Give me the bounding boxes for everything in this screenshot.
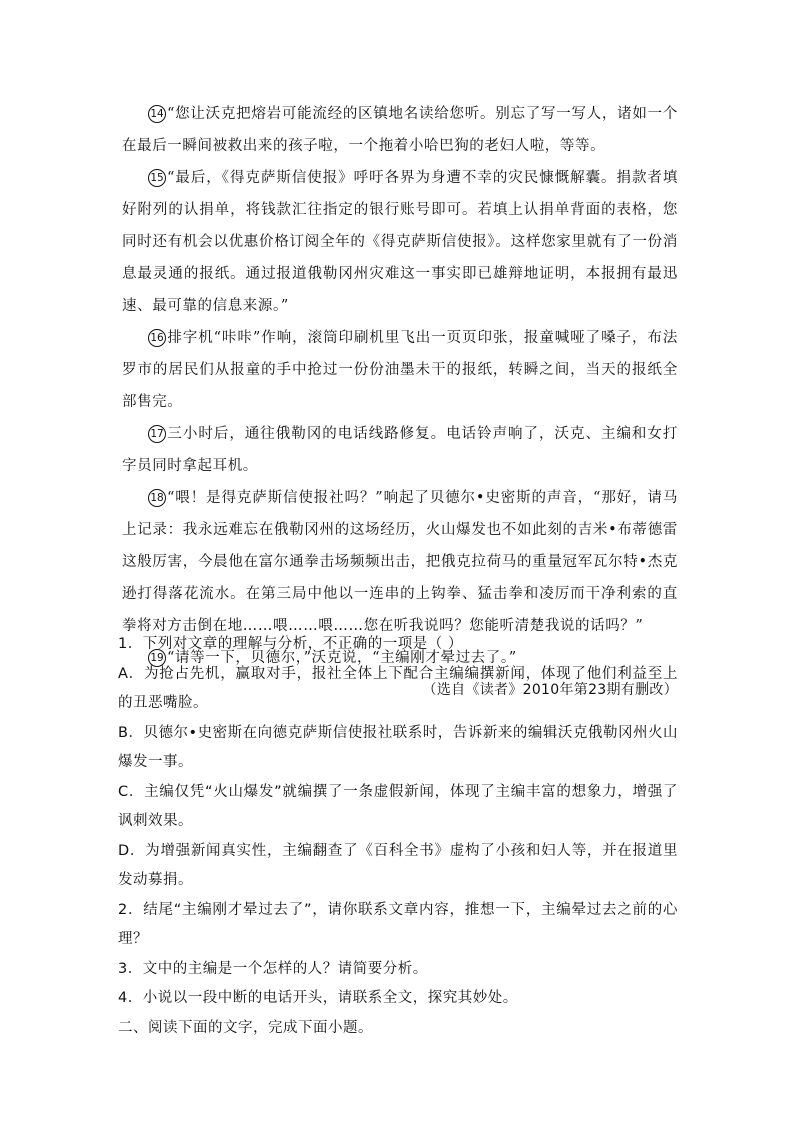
- paragraph-text: 排字机“咔咔”作响，滚筒印刷机里飞出一页页印张，报童喊哑了嗓子，布法罗市的居民们从报童的手中抢过一份份油墨未干的报纸，转瞬之间，当天的报纸全部售完。: [122, 330, 678, 410]
- paragraph-number-badge: 18: [148, 489, 166, 507]
- question-4: 4．小说以一段中断的电话开头，请联系全文，探究其妙处。: [118, 990, 518, 1006]
- paragraph-text: “最后，《得克萨斯信使报》呼吁各界为身遭不幸的灾民慷慨解囊。捐款者填好附列的认捐单，将钱款汇往指定的银行账号即可。若填上认捐单背面的表格，您同时还有机会以优惠价格订阅全年的《得克萨斯信使报》。这样您家里就有了一份消息最灵通的报纸。通过报道俄勒冈州灾难这一事实即已雄辩地证明，本报拥有最迅速、最可靠的信息来源。”: [122, 170, 678, 314]
- question-1: 1．下列对文章的理解与分析，不正确的一项是（ ）: [118, 636, 463, 652]
- section-heading: 二、阅读下面的文字，完成下面小题。: [118, 1019, 373, 1036]
- paragraph-number-badge: 14: [148, 105, 166, 123]
- paragraph-number-badge: 19: [148, 649, 166, 667]
- paragraph-18: [122, 482, 678, 642]
- paragraph-17: [122, 418, 678, 482]
- paragraph-text: 三小时后，通往俄勒冈的电话线路修复。电话铃声响了，沃克、主编和女打字员同时拿起耳机。: [122, 426, 678, 474]
- paragraph-14: [122, 98, 678, 162]
- option-b: B．贝德尔•史密斯在向德克萨斯信使报社联系时，告诉新来的编辑沃克俄勒冈州火山爆发一事。: [118, 724, 678, 770]
- paragraph-16: [122, 322, 678, 418]
- question-3: 3．文中的主编是一个怎样的人？请简要分析。: [118, 960, 428, 977]
- paragraph-text: “您让沃克把熔岩可能流经的区镇地名读给您听。别忘了写一写人，诸如一个在最后一瞬间被救出来的孩子啦，一个拖着小哈巴狗的老妇人啦，等等。: [122, 106, 678, 154]
- option-d: D．为增强新闻真实性，主编翻查了《百科全书》虚构了小孩和妇人等，并在报道里发动募捐。: [118, 842, 678, 888]
- question-2: 2．结尾“主编刚才晕过去了”，请你联系文章内容，推想一下，主编晕过去之前的心理？: [118, 901, 678, 947]
- source-citation: （选自《读者》2010年第23期有删改）: [422, 682, 678, 698]
- paragraph-text: “喂！是得克萨斯信使报社吗？”响起了贝德尔•史密斯的声音，“那好，请马上记录：我永远难忘在俄勒冈州的这场经历，火山爆发也不如此刻的吉米•布蒂德雷这般厉害，今晨他在富尔通拳击场频频出击，把俄克拉荷马的重量冠军瓦尔特•杰克逊打得落花流水。在第三局中他以一连串的上钩拳、猛击拳和凌厉而干净利索的直拳将对方击倒在地……喂……喂……您在听我说吗？您能听清楚我说的话吗？”: [122, 490, 678, 634]
- paragraph-number-badge: 16: [148, 329, 166, 347]
- paragraph-text: “请等一下，贝德尔，”沃克说，“主编刚才晕过去了。”: [167, 650, 517, 666]
- option-a: A．为抢占先机，赢取对手，报社全体上下配合主编编撰新闻，体现了他们利益至上的丑恶嘴脸。: [118, 665, 678, 711]
- question-section: [118, 630, 678, 1043]
- paragraph-number-badge: 15: [148, 169, 166, 187]
- paragraph-15: [122, 162, 678, 322]
- paragraph-number-badge: 17: [148, 425, 166, 443]
- option-c: C．主编仅凭“火山爆发”就编撰了一条虚假新闻，体现了主编丰富的想象力，增强了讽刺效果。: [118, 783, 678, 829]
- reading-passage: [122, 98, 678, 706]
